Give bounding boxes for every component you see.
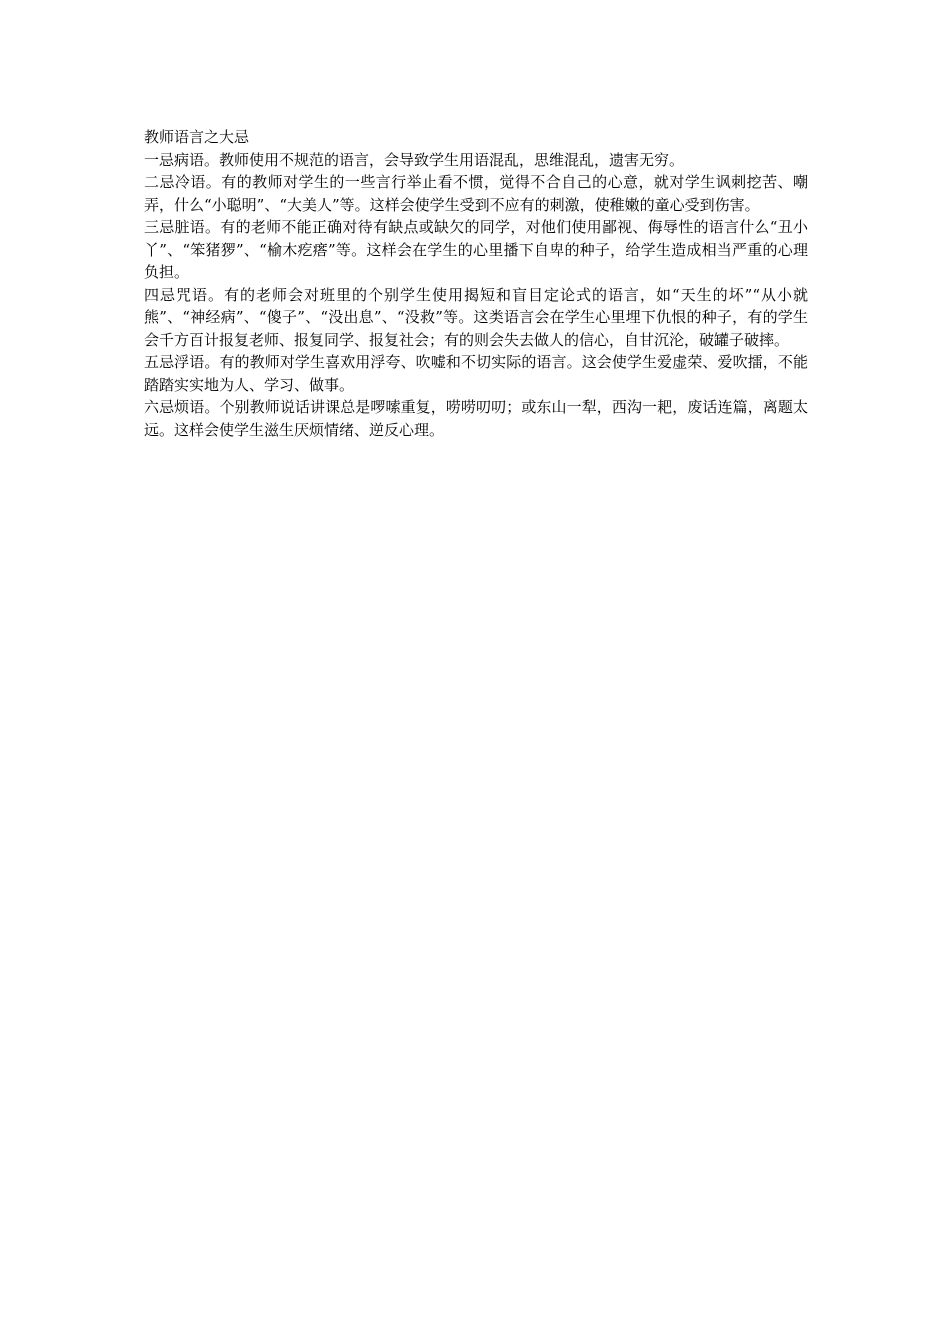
paragraph-1: 一忌病语。教师使用不规范的语言，会导致学生用语混乱，思维混乱，遗害无穷。 bbox=[144, 150, 685, 169]
paragraph-3: 三忌脏语。有的老师不能正确对待有缺点或缺欠的同学，对他们使用鄙视、侮辱性的语言什么“丑小丫”、“笨猪猡”、“榆木疙瘩”等。这样会在学生的心里播下自卑的种子，给学生造成相当严重的心理负担。 bbox=[144, 218, 808, 281]
paragraph-6: 六忌烦语。个别教师说话讲课总是啰嗦重复，唠唠叨叨；或东山一犁，西沟一耙，废话连篇，离题太远。这样会使学生滋生厌烦情绪、逆反心理。 bbox=[144, 398, 808, 439]
paragraph-2: 二忌冷语。有的教师对学生的一些言行举止看不惯，觉得不合自己的心意，就对学生讽刺挖苦、嘲弄，什么“小聪明”、“大美人”等。这样会使学生受到不应有的刺激，使稚嫩的童心受到伤害。 bbox=[144, 173, 808, 214]
paragraph-5: 五忌浮语。有的教师对学生喜欢用浮夸、吹嘘和不切实际的语言。这会使学生爱虚荣、爱吹擂，不能踏踏实实地为人、学习、做事。 bbox=[144, 353, 808, 394]
document-title: 教师语言之大忌 bbox=[144, 128, 250, 146]
paragraph-4: 四忌咒语。有的老师会对班里的个别学生使用揭短和盲目定论式的语言，如“天生的坏”“从小就熊”、“神经病”、“傻子”、“没出息”、“没救”等。这类语言会在学生心里埋下仇恨的种子，有的学生会千方百计报复老师、报复同学、报复社会；有的则会失去做人的信心，自甘沉沦，破罐子破摔。 bbox=[144, 285, 808, 349]
document-body bbox=[144, 126, 808, 441]
